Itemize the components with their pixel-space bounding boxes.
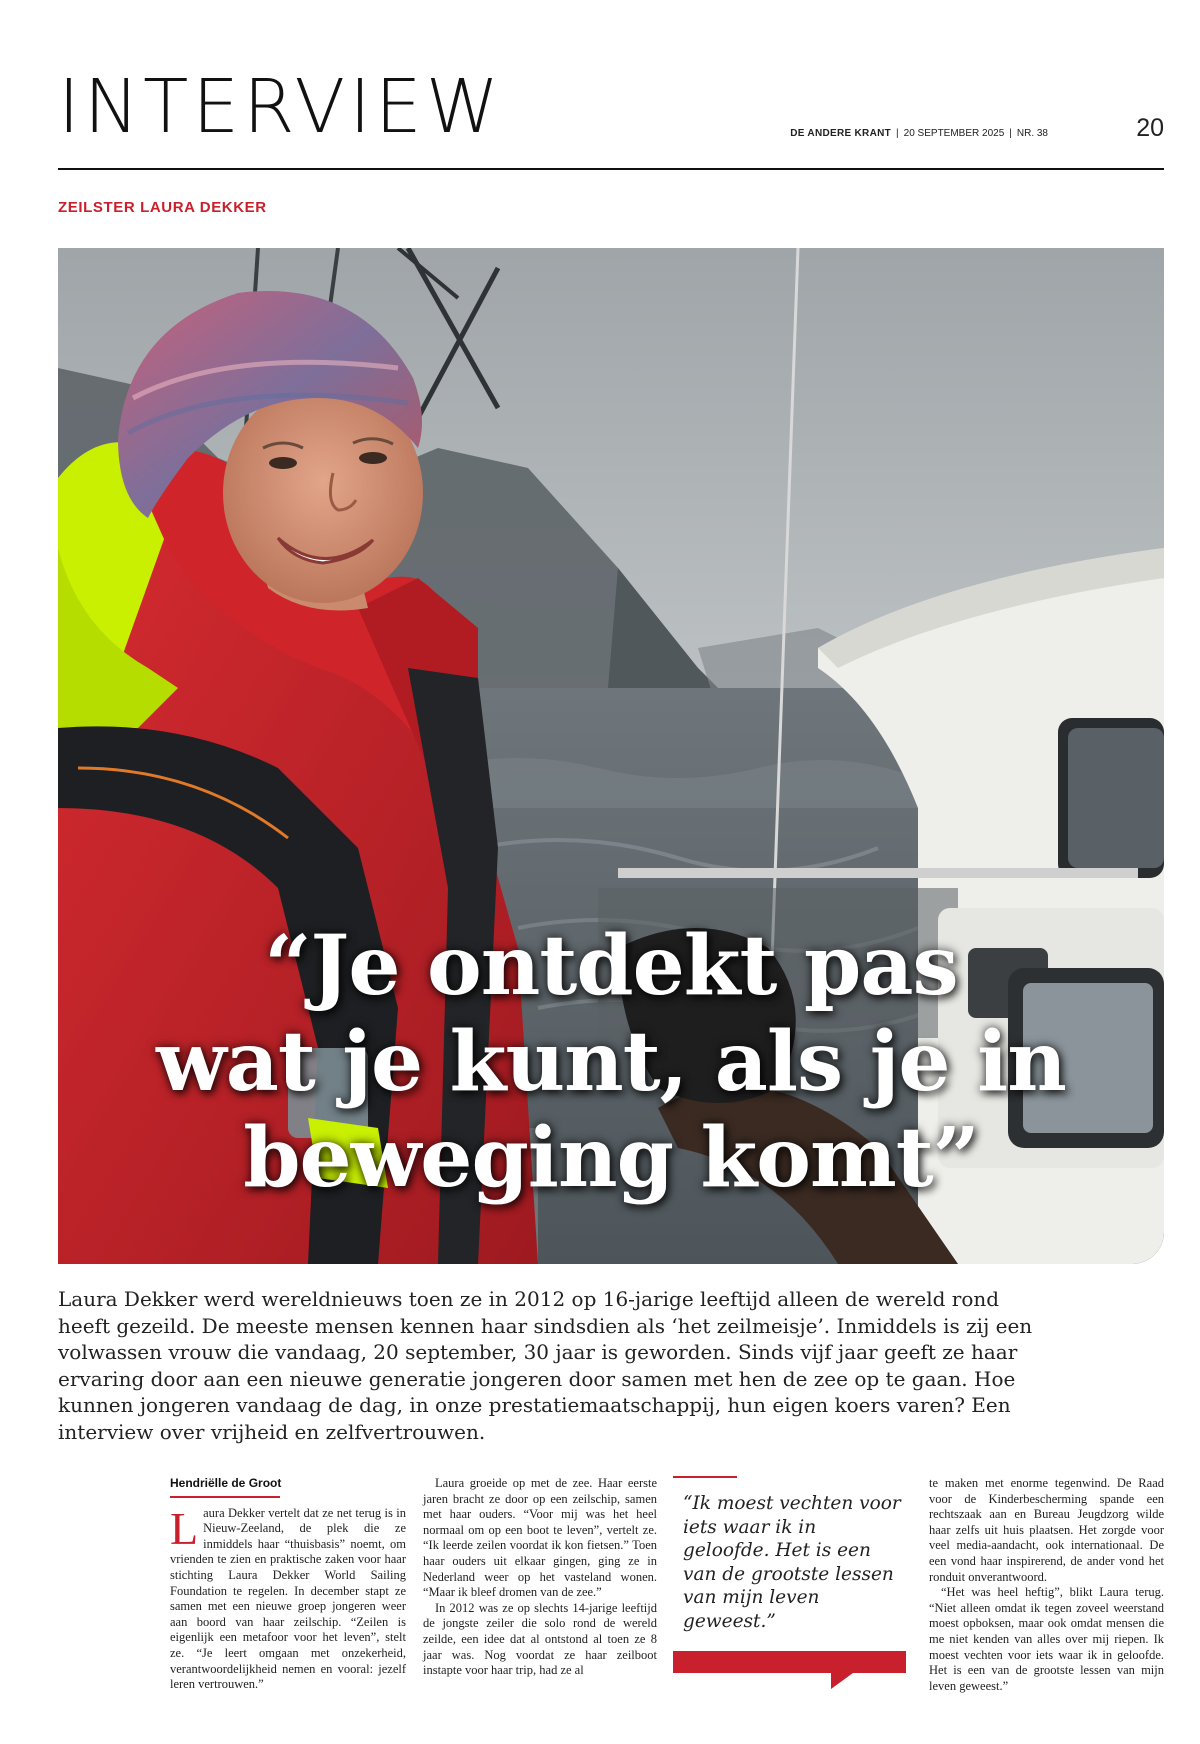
column-4	[929, 1476, 1164, 1694]
headline-quote-line-2: wat je kunt, als je in	[156, 1014, 1066, 1110]
byline-rule	[170, 1496, 280, 1498]
pull-quote	[673, 1476, 906, 1673]
pull-quote-rule	[673, 1476, 737, 1478]
headline-quote-line-1: “Je ontdekt pas	[264, 918, 958, 1014]
column-1	[170, 1476, 406, 1693]
header-rule	[58, 168, 1164, 170]
body-paragraph: te maken met enorme tegenwind. De Raad voor de Kinderbescherming spande een rechtszaak aan en Bureau Jeugdzorg wilde haar zelfs uit huis plaatsen. Het zorgde voor veel media-aandacht, ook internationaal. De een vond haar inspirerend, de ander vond het ronduit onverantwoord.	[929, 1476, 1164, 1584]
hero-photo	[58, 248, 1164, 1264]
body-paragraph: “Het was heel heftig”, blikt Laura terug. “Niet alleen omdat ik tegen zoveel weerstand moest opboksen, maar ook omdat mensen die me niet kenden van alles over mij riepen. Ik moest vechten voor iets waar ik in geloofde. Het is een van de grootste lessen van mijn leven geweest.”	[929, 1585, 1164, 1693]
column-2	[423, 1476, 657, 1679]
page-number: 20	[1136, 114, 1164, 142]
body-paragraph: Laura groeide op met de zee. Haar eerste jaren bracht ze door op een zeilschip, samen met haar ouders. “Voor mij was het heel normaal om op een boot te leven”, vertelt ze. “Ik leerde zeilen voordat ik kon fietsen.” Toen haar ouders uit elkaar gingen, ging ze in Nederland weer op het vasteland wonen. “Maar ik bleef dromen van de zee.”	[423, 1476, 657, 1600]
kicker: ZEILSTER LAURA DEKKER	[58, 199, 267, 216]
lead-paragraph: Laura Dekker werd wereldnieuws toen ze in 2012 op 16-jarige leeftijd alleen de wereld rond heeft gezeild. De meeste mensen kennen haar sindsdien als ‘het zeilmeisje’. Inmiddels is zij een volwassen vrouw die vandaag, 20 september, 30 jaar is geworden. Sinds vijf jaar geeft ze haar ervaring door aan een nieuwe generatie jongeren door samen met hen de zee op te gaan. Hoe kunnen jongeren vandaag de dag, in onze prestatiemaatschappij, hun eigen koers varen? Een interview over vrijheid en zelfvertrouwen.	[58, 1287, 1033, 1444]
dropcap: L	[170, 1502, 199, 1554]
body-text: aura Dekker vertelt dat ze net terug is in Nieuw-Zeeland, de plek die ze inmiddels haar “thuisbasis” noemt, om vrienden te zien en praktische zaken voor haar stichting Laura Dekker World Sailing Foundation te regelen. In december stapt ze samen met een nieuwe groep jongeren weer aan boord van haar zeilschip. “Zeilen is eigenlijk een metafoor voor het leven”, stelt ze. “Je leert omgaan met onzekerheid, verantwoordelijkheid nemen en vooral: jezelf leren vertrouwen.”	[170, 1505, 406, 1692]
speech-bubble-tail	[831, 1673, 853, 1689]
masthead-meta: DE ANDERE KRANT | 20 SEPTEMBER 2025 | NR. 38	[790, 128, 1048, 139]
issue-date: 20 SEPTEMBER 2025	[903, 128, 1005, 139]
speech-bubble-bar	[673, 1651, 906, 1673]
pull-quote-text: “Ik moest vechten voor iets waar ik in geloofde. Het is een van de grootste lessen van mijn leven geweest.”	[683, 1493, 901, 1632]
issue-number: NR. 38	[1016, 128, 1048, 139]
publication-name: DE ANDERE KRANT	[790, 128, 892, 139]
section-title: INTERVIEW	[58, 64, 503, 150]
body-paragraph: In 2012 was ze op slechts 14-jarige leeftijd de jongste zeiler die solo rond de wereld zeilde, een idee dat al ontstond al toen ze 8 jaar was. Nog voordat ze haar zeilboot instapte voor haar trip, had ze al	[423, 1600, 657, 1678]
byline: Hendriëlle de Groot	[170, 1476, 282, 1490]
body-paragraph	[170, 1502, 406, 1693]
headline-quote-line-3: beweging komt”	[243, 1110, 979, 1206]
headline-quote	[58, 918, 1164, 1206]
